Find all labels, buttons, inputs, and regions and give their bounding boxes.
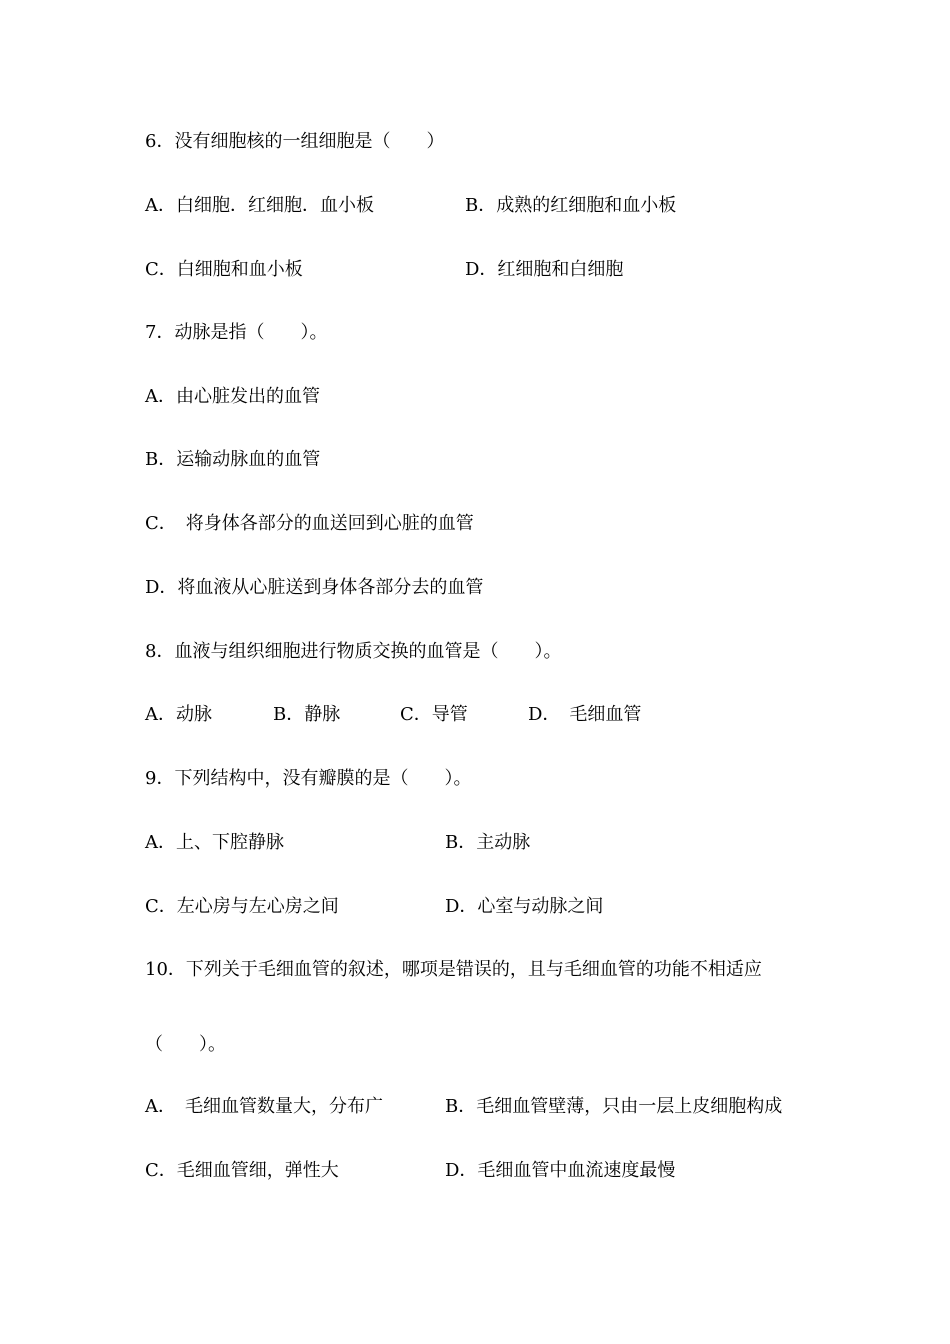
question-9-option-b: B．主动脉 (445, 832, 531, 853)
question-10-stem-continuation: （ ）。 (145, 1034, 226, 1055)
question-7-stem: 7．动脉是指（ ）。 (145, 322, 328, 343)
question-6-stem: 6．没有细胞核的一组细胞是（ ） (145, 131, 445, 152)
question-6-option-a: A．白细胞．红细胞．血小板 (145, 195, 374, 216)
question-9-option-c: C．左心房与左心房之间 (145, 896, 339, 917)
question-10-stem: 10．下列关于毛细血管的叙述，哪项是错误的，且与毛细血管的功能不相适应 (145, 959, 762, 980)
question-7-option-d: D．将血液从心脏送到身体各部分去的血管 (145, 577, 484, 598)
question-8-option-c: C．导管 (400, 704, 468, 725)
question-10-option-a: A． 毛细血管数量大，分布广 (145, 1096, 383, 1117)
question-9-option-d: D．心室与动脉之间 (445, 896, 604, 917)
question-9-stem: 9．下列结构中，没有瓣膜的是（ ）。 (145, 768, 472, 789)
question-7-option-a: A．由心脏发出的血管 (145, 386, 320, 407)
question-6-option-b: B．成熟的红细胞和血小板 (465, 195, 677, 216)
question-7-option-b: B．运输动脉血的血管 (145, 449, 321, 470)
question-8-option-b: B．静脉 (273, 704, 341, 725)
question-8-stem: 8．血液与组织细胞进行物质交换的血管是（ ）。 (145, 641, 562, 662)
question-8-option-d: D． 毛细血管 (528, 704, 642, 725)
question-6-option-c: C．白细胞和血小板 (145, 259, 303, 280)
question-7-option-c: C． 将身体各部分的血送回到心脏的血管 (145, 513, 474, 534)
question-9-option-a: A．上、下腔静脉 (145, 832, 284, 853)
question-10-option-d: D．毛细血管中血流速度最慢 (445, 1160, 676, 1181)
question-10-option-c: C．毛细血管细，弹性大 (145, 1160, 339, 1181)
question-8-option-a: A．动脉 (145, 704, 212, 725)
question-10-option-b: B．毛细血管壁薄，只由一层上皮细胞构成 (445, 1096, 783, 1117)
question-6-option-d: D．红细胞和白细胞 (465, 259, 624, 280)
